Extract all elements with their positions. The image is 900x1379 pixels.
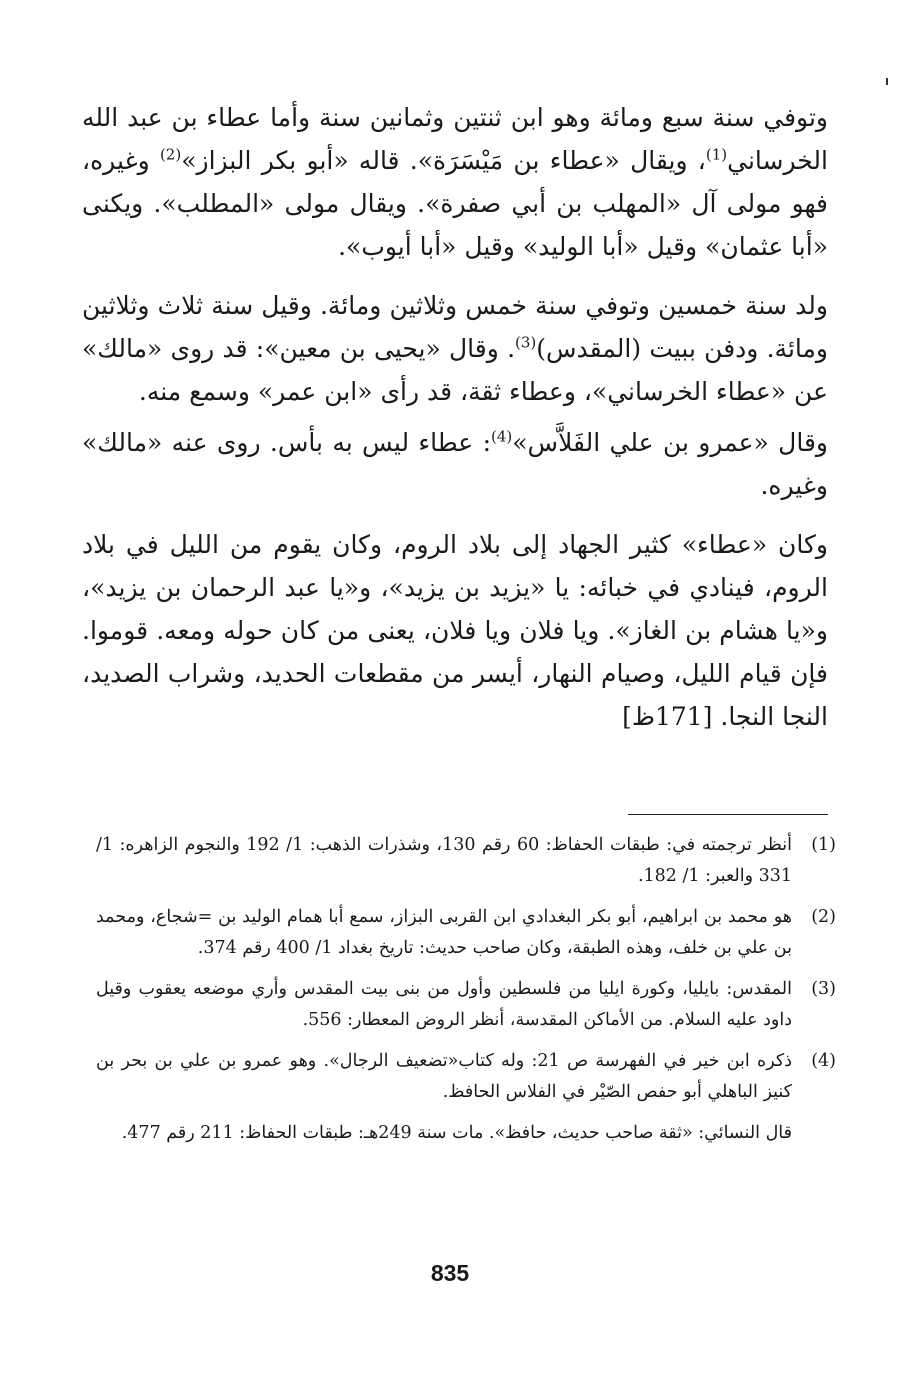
footnotes (96, 830, 836, 1149)
margin-mark (886, 78, 888, 85)
main-text (82, 96, 828, 754)
footnote-3 (96, 974, 836, 1036)
footnote-2 (96, 902, 836, 964)
footnote-ref-2[interactable]: (2) (159, 145, 182, 164)
paragraph-1: وتوفي سنة سبع ومائة وهو ابن ثنتين وثمانين سنة وأما عطاء بن عبد الله الخرساني$^{(1)}$، ويقال «عطاء بن مَيْسَرَة». قاله «أبو بكر البزاز»$^{(2)}$ وغيره، فهو مولى آل «المهلب بن أبي صفرة». ويقال مولى «المطلب». ويكنى «أبا عثمان» وقيل «أبا الوليد» وقيل «أبا أيوب». (82, 103, 828, 261)
footnote-number: (2) (811, 907, 836, 927)
footnote-separator (628, 814, 828, 815)
footnote-4-continuation: قال النسائي: «ثقة صاحب حديث، حافظ». مات سنة 249هـ: طبقات الحفاظ: 211 رقم 477. (121, 1123, 792, 1143)
footnote-ref-4[interactable]: (4) (491, 427, 513, 446)
footnote-number: (1) (811, 835, 836, 855)
footnote-number: (3) (811, 979, 836, 999)
page-number: 835 (430, 1260, 470, 1286)
footnote-ref-3[interactable]: (3) (515, 333, 537, 352)
footnote-ref-1[interactable]: (1) (705, 145, 728, 164)
paragraph-4: وكان «عطاء» كثير الجهاد إلى بلاد الروم، وكان يقوم من الليل في بلاد الروم، فينادي في خبائه: يا «يزيد بن يزيد»، و«يا عبد الرحمان بن يزيد»، و«يا هشام بن الغاز». ويا فلان ويا فلان، يعنى من كان حوله ومعه. قوموا. فإن قيام الليل، وصيام النهار، أيسر من مقطعات الحديد، وشراب الصديد، النجا النجا. [171ظ] (82, 530, 828, 731)
footnote-1 (96, 830, 836, 892)
paragraph-2: ولد سنة خمسين وتوفي سنة خمس وثلاثين ومائة. وقيل سنة ثلاث وثلاثين ومائة. ودفن ببيت (المقدس)$^{(3)}$. وقال «يحيى بن معين»: قد روى «مالك» عن «عطاء الخرساني»، وعطاء ثقة، قد رأى «ابن عمر» وسمع منه. (82, 291, 828, 406)
footnote-text: المقدس: بايليا، وكورة ايليا من فلسطين وأول من بنى بيت المقدس وأري موضعه يعقوب وقيل داود عليه السلام. من الأماكن المقدسة، أنظر الروض المعطار: 556. (96, 979, 792, 1030)
footnote-number: (4) (811, 1051, 836, 1071)
footnote-text: ذكره ابن خير في الفهرسة ص 21: وله كتاب«تضعيف الرجال». وهو عمرو بن علي بن بحر بن كنيز الباهلي أبو حفص الصّيْر في الفلاس الحافظ. (96, 1051, 792, 1102)
footnote-text: أنظر ترجمته في: طبقات الحفاظ: 60 رقم 130، وشذرات الذهب: 1/ 192 والنجوم الزاهره: 1/ 331 والعبر: 1/ 182. (96, 835, 792, 886)
footnote-text: هو محمد بن ابراهيم، أبو بكر البغدادي ابن القربى البزاز، سمع أبا همام الوليد بن =شجاع، ومحمد بن علي بن خلف، وهذه الطبقة، وكان صاحب حديث: تاريخ بغداد 1/ 400 رقم 374. (96, 907, 792, 958)
paragraph-3: وقال «عمرو بن علي الفَلاَّس»$^{(4)}$: عطاء ليس به بأس. روى عنه «مالك» وغيره. (82, 427, 828, 500)
footnote-4 (96, 1046, 836, 1108)
